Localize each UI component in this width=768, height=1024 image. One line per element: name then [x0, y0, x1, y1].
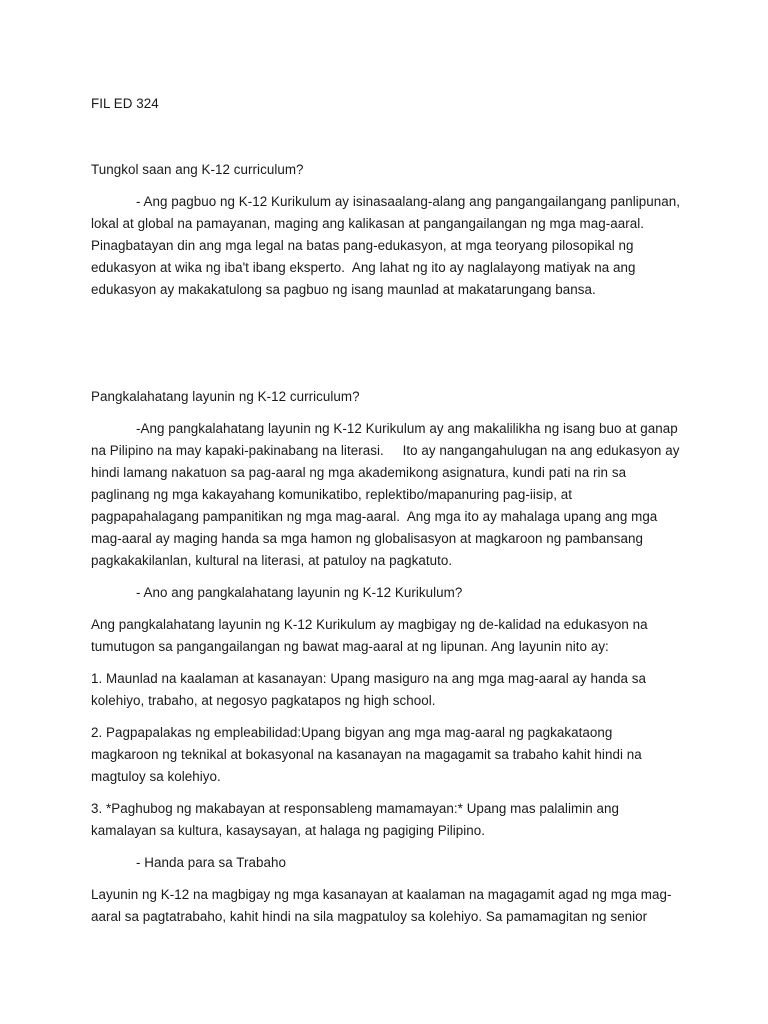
course-code: FIL ED 324 — [91, 96, 159, 111]
question-3: - Ano ang pangkalahatang layunin ng K-12 Kurikulum? — [136, 585, 463, 600]
answer-4: Layunin ng K-12 na magbigay ng mga kasanayan at kaalaman na magagamit agad ng mga mag-aaral sa pagtatrabaho, kahit hindi na sila magpatuloy sa kolehiyo. Sa pamamagitan ng senior — [91, 887, 672, 924]
answer-2: -Ang pangkalahatang layunin ng K-12 Kurikulum ay ang makalilikha ng isang buo at ganap na Pilipino na may kapaki-pakinabang na literasi. Ito ay nangangahulugan na ang edukasyon ay hindi lamang nakatuon sa pag-aaral ng mga akademikong asignatura, kundi pati na rin sa paglinang ng mga kakayahang komunikatibo, replektibo/mapanuring pag-iisip, at pagpapahalagang pampanitikan ng mga mag-aaral. Ang mga ito ay mahalaga upang ang mga mag-aaral ay maging handa sa mga hamon ng globalisasyon at magkaroon ng pambansang pagkakakilanlan, kultural na literasi, at patuloy na pagkatuto. — [91, 421, 684, 568]
document-body — [91, 93, 683, 928]
list-item-3: 3. *Paghubog ng makabayan at responsableng mamamayan:* Upang mas palalimin ang kamalayan sa kultura, kasaysayan, at halaga ng pagiging Pilipino. — [91, 801, 619, 838]
answer-1: - Ang pagbuo ng K-12 Kurikulum ay isinasaalang-alang ang pangangailangang panlipunan, lokal at global na pamayanan, maging ang kalikasan at pangangailangan ng mga mag-aaral. Pinagbatayan din ang mga legal na batas pang-edukasyon, at mga teoryang pilosopikal ng edukasyon at wika ng iba't ibang eksperto. Ang lahat ng ito ay naglalayong matiyak na ang edukasyon ay makakatulong sa pagbuo ng isang maunlad at makatarungang bansa. — [91, 194, 684, 297]
list-item-2: 2. Pagpapalakas ng empleabilidad:Upang bigyan ang mga mag-aaral ng pagkakataong magkaroon ng teknikal at bokasyonal na kasanayan na magagamit sa trabaho kahit hindi na magtuloy sa kolehiyo. — [91, 725, 642, 784]
answer-3-intro: Ang pangkalahatang layunin ng K-12 Kurikulum ay magbigay ng de-kalidad na edukasyon na tumutugon sa pangangailangan ng bawat mag-aaral at ng lipunan. Ang layunin nito ay: — [91, 617, 648, 654]
list-item-1: 1. Maunlad na kaalaman at kasanayan: Upang masiguro na ang mga mag-aaral ay handa sa kolehiyo, trabaho, at negosyo pagkatapos ng high school. — [91, 671, 647, 708]
question-2: Pangkalahatang layunin ng K-12 curriculum? — [91, 389, 360, 404]
question-1: Tungkol saan ang K-12 curriculum? — [91, 162, 304, 177]
question-4: - Handa para sa Trabaho — [136, 855, 287, 870]
